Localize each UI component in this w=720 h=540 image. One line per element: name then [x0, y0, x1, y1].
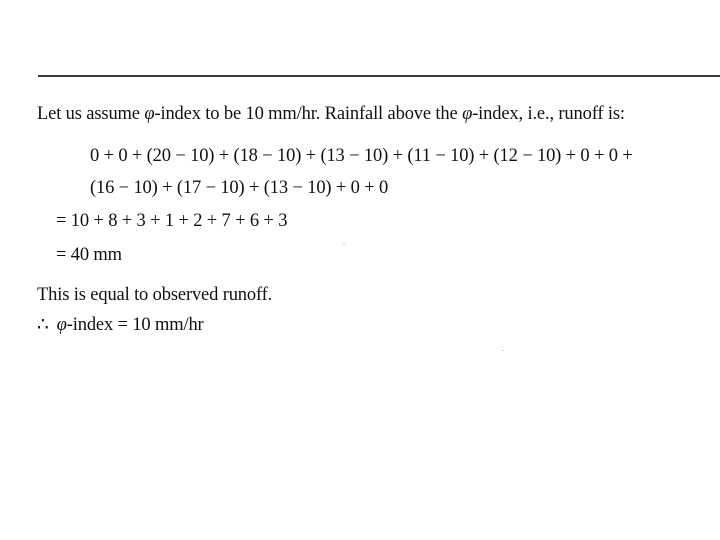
scan-speck — [502, 350, 504, 351]
horizontal-rule — [38, 75, 720, 77]
therefore-line — [37, 314, 204, 336]
therefore-text: -index = 10 mm/hr — [66, 315, 204, 335]
result-line-1: = 10 + 8 + 3 + 1 + 2 + 7 + 6 + 3 — [56, 211, 288, 231]
conclusion-text: This is equal to observed runoff. — [37, 285, 273, 305]
phi-symbol: φ — [462, 104, 473, 124]
therefore-symbol: ∴ — [37, 315, 49, 335]
scan-speck — [343, 243, 345, 244]
result-line-2: = 40 mm — [56, 245, 122, 265]
equation-line-2: (16 − 10) + (17 − 10) + (13 − 10) + 0 + 0 — [90, 178, 389, 198]
equation-line-1: 0 + 0 + (20 − 10) + (18 − 10) + (13 − 10) + (11 − 10) + (12 − 10) + 0 + 0 + — [90, 146, 633, 166]
intro-text-part-1: Let us assume — [37, 104, 145, 124]
intro-sentence — [37, 103, 625, 125]
intro-text-part-3: -index, i.e., runoff is: — [472, 104, 625, 124]
phi-symbol: φ — [56, 315, 67, 335]
phi-symbol: φ — [144, 104, 155, 124]
intro-text-part-2: -index to be 10 mm/hr. Rainfall above the — [154, 104, 463, 124]
